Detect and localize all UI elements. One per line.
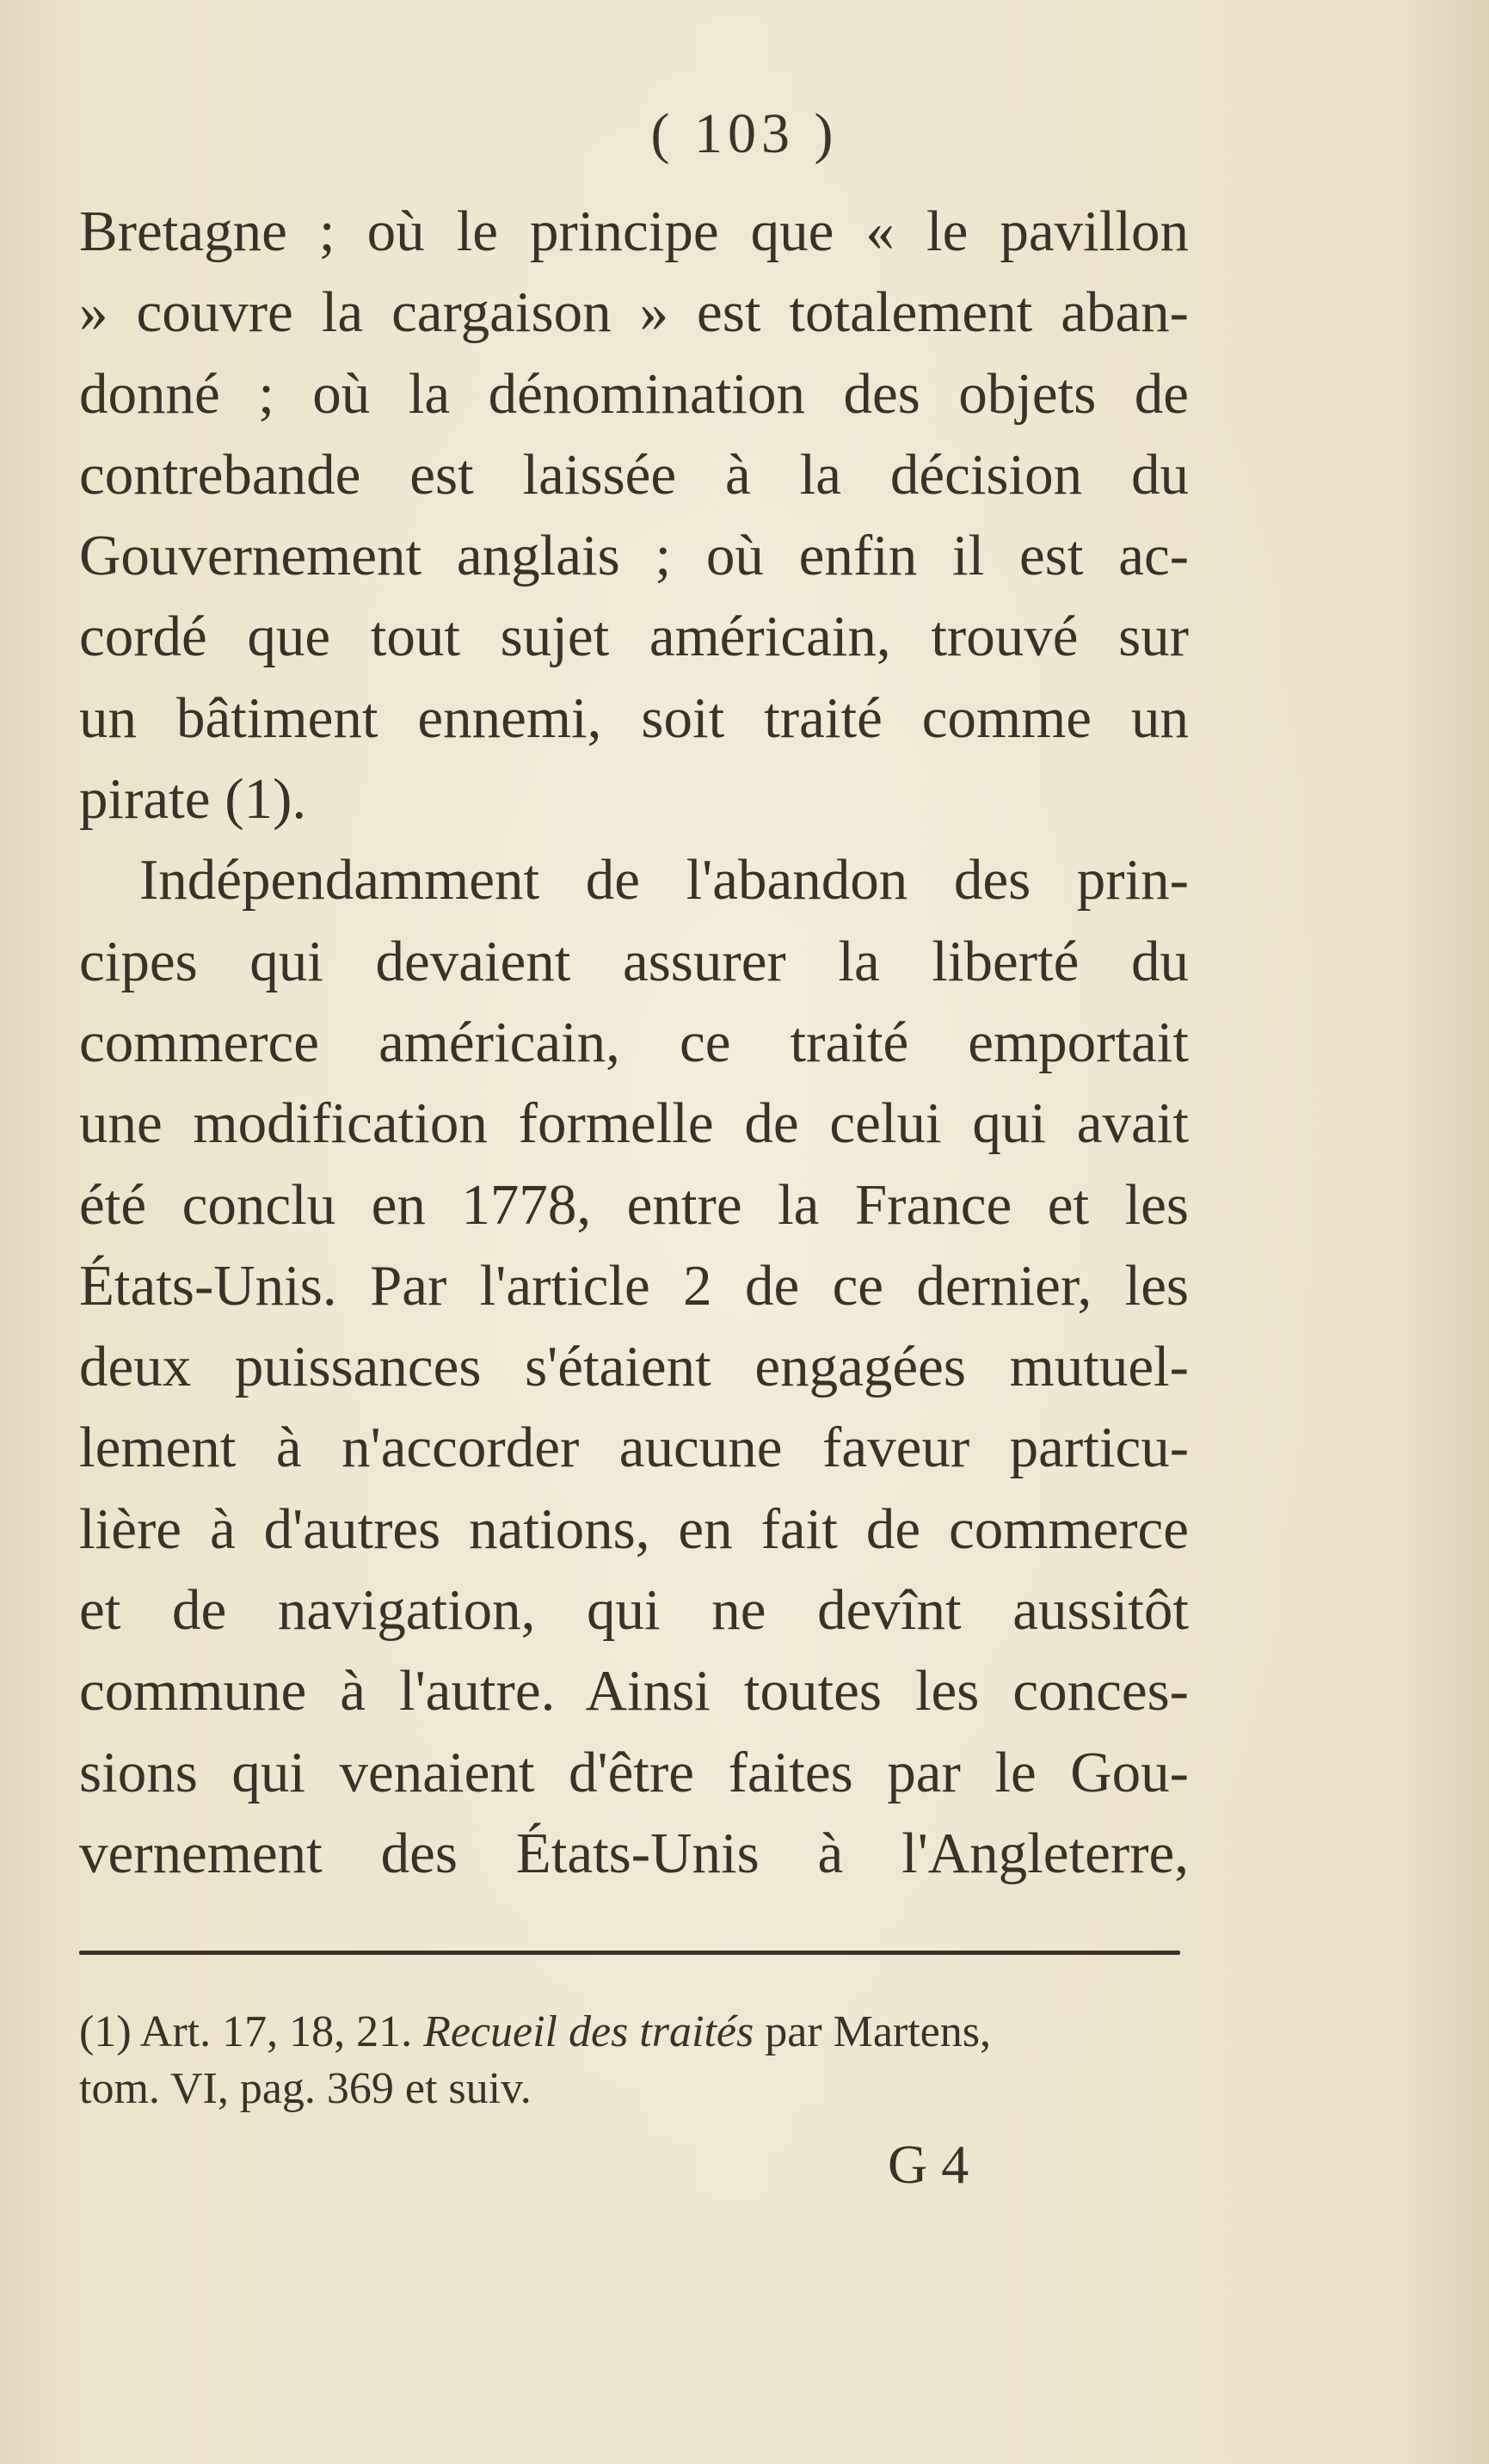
page-number-header: ( 103 ) xyxy=(650,102,839,165)
text-line: été conclu en 1778, entre la France et les xyxy=(79,1172,1189,1237)
footnote-divider xyxy=(79,1951,1180,1955)
text-line: cipes qui devaient assurer la liberté du xyxy=(79,929,1189,993)
text-line: » couvre la cargaison » est totalement aban- xyxy=(79,280,1189,345)
text-line: cordé que tout sujet américain, trouvé sur xyxy=(79,605,1189,669)
footnote-line xyxy=(79,2004,1189,2061)
footnote-source-title: Recueil des traités xyxy=(423,2007,754,2056)
footnote xyxy=(79,2004,1189,2117)
text-line: vernement des États-Unis à l'Angleterre, xyxy=(79,1821,1189,1885)
text-line: donné ; où la dénomination des objets de xyxy=(79,361,1189,426)
text-line: deux puissances s'étaient engagées mutuel- xyxy=(79,1335,1189,1399)
text-line: Gouvernement anglais ; où enfin il est ac- xyxy=(79,524,1189,588)
text-line: lière à d'autres nations, en fait de commerce xyxy=(79,1496,1189,1561)
text-line: commerce américain, ce traité emportait xyxy=(79,1010,1189,1074)
text-line: Indépendamment de l'abandon des prin- xyxy=(139,848,1189,912)
footnote-line: tom. VI, pag. 369 et suiv. xyxy=(79,2064,532,2113)
footnote-reference: (1) Art. 17, 18, 21. xyxy=(79,2007,424,2056)
text-line: pirate (1). xyxy=(79,767,307,832)
text-line: contrebande est laissée à la décision du xyxy=(79,442,1189,507)
text-line: un bâtiment ennemi, soit traité comme un xyxy=(79,685,1189,750)
text-line: lement à n'accorder aucune faveur particu- xyxy=(79,1416,1189,1480)
text-line: Bretagne ; où le principe que « le pavillon xyxy=(79,200,1189,263)
signature-mark: G 4 xyxy=(888,2134,969,2195)
text-line: une modification formelle de celui qui avait xyxy=(79,1091,1189,1156)
body-text xyxy=(79,191,1189,1894)
text-line: commune à l'autre. Ainsi toutes les conces- xyxy=(79,1659,1189,1724)
footnote-author: par Martens, xyxy=(754,2007,991,2056)
text-line: sions qui venaient d'être faites par le Gou- xyxy=(79,1740,1189,1804)
text-line: États-Unis. Par l'article 2 de ce dernier, les xyxy=(79,1253,1189,1318)
text-line: et de navigation, qui ne devînt aussitôt xyxy=(79,1578,1189,1643)
